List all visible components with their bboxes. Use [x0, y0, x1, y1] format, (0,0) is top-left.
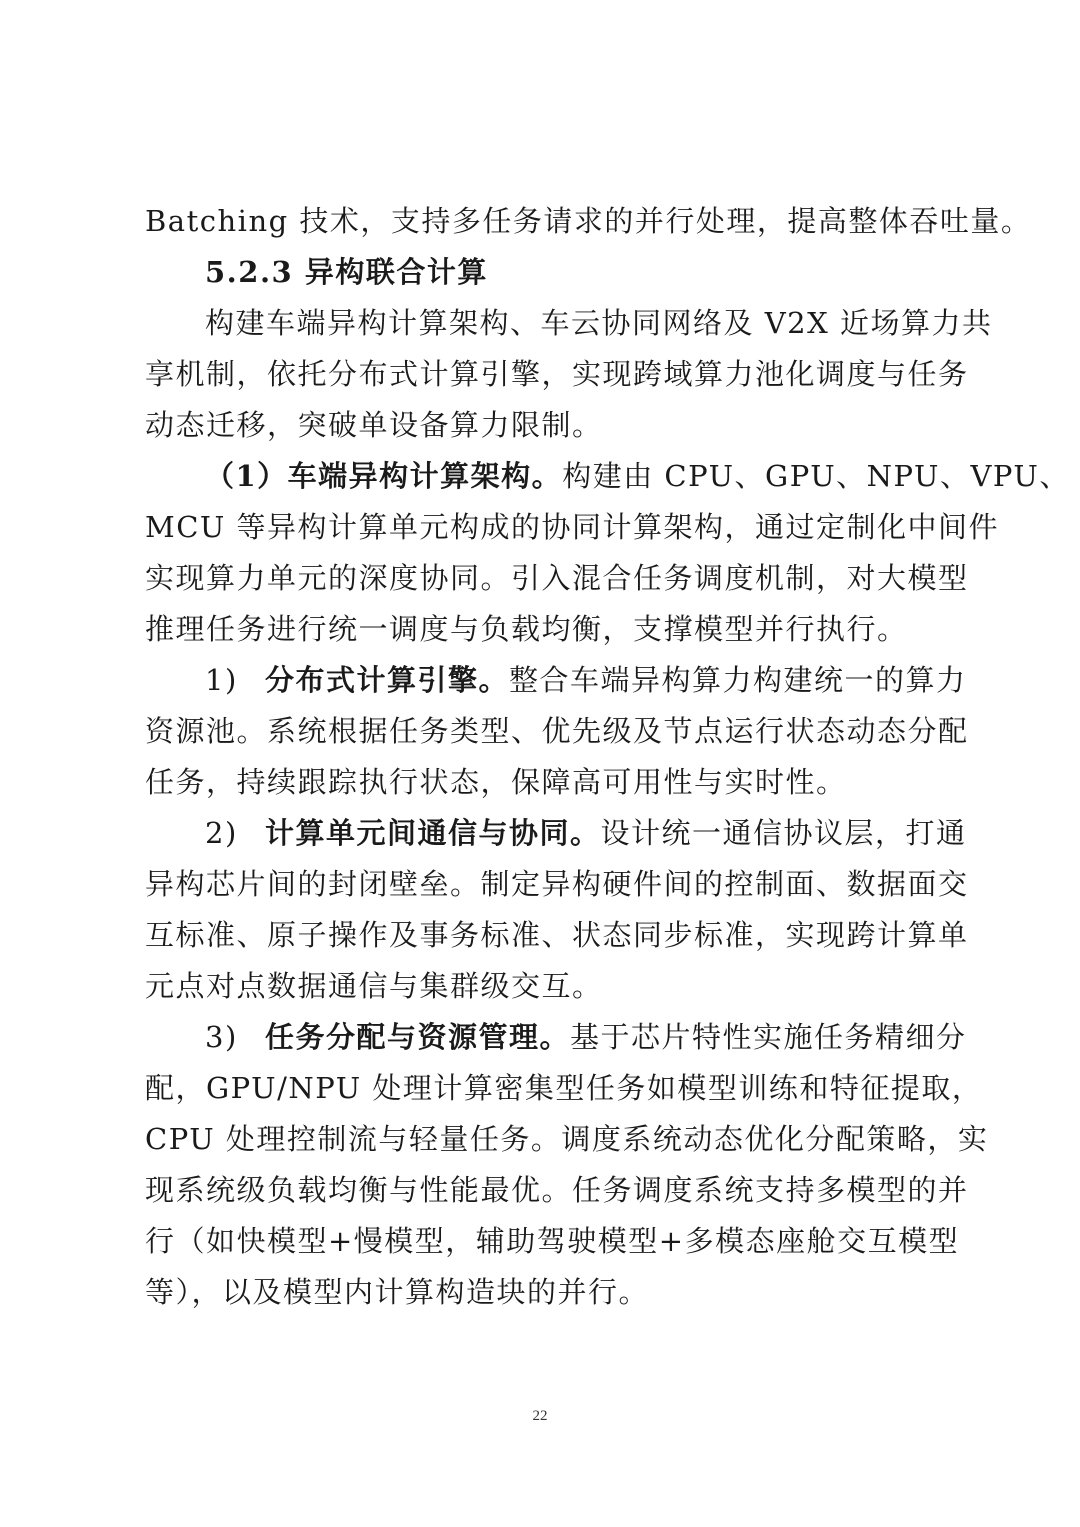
page-number: 22 [532, 1408, 548, 1424]
paragraph-line: 任务，持续跟踪执行状态，保障高可用性与实时性。 [145, 765, 847, 799]
paragraph-line: 行（如快模型+慢模型，辅助驾驶模型+多模态座舱交互模型 [145, 1224, 960, 1258]
paragraph-line: 等），以及模型内计算构造块的并行。 [145, 1275, 650, 1309]
paragraph-line: 实现算力单元的深度协同。引入混合任务调度机制，对大模型 [145, 561, 969, 595]
paragraph-line: MCU 等异构计算单元构成的协同计算架构，通过定制化中间件 [145, 510, 1000, 544]
list-number: 2) [205, 816, 238, 850]
list-item-line: 2) 计算单元间通信与协同。设计统一通信协议层，打通 [205, 816, 967, 850]
list-item-line: 3) 任务分配与资源管理。基于芯片特性实施任务精细分 [205, 1020, 967, 1054]
paragraph-line: 互标准、原子操作及事务标准、状态同步标准，实现跨计算单 [145, 918, 969, 952]
paragraph-line: 元点对点数据通信与集群级交互。 [145, 969, 603, 1003]
paragraph-line: 动态迁移，突破单设备算力限制。 [145, 408, 603, 442]
paragraph-line: 现系统级负载均衡与性能最优。任务调度系统支持多模型的并 [145, 1173, 969, 1207]
list-number: 3) [205, 1020, 238, 1054]
subheading-title: （1）车端异构计算架构。 [205, 459, 563, 493]
paragraph-line: CPU 处理控制流与轻量任务。调度系统动态优化分配策略，实 [145, 1122, 989, 1156]
paragraph-line: 享机制，依托分布式计算引擎，实现跨域算力池化调度与任务 [145, 357, 969, 391]
paragraph-line: 推理任务进行统一调度与负载均衡，支撑模型并行执行。 [145, 612, 908, 646]
paragraph-line: 构建车端异构计算架构、车云协同网络及 V2X 近场算力共 [205, 306, 993, 340]
list-item-line: 1) 分布式计算引擎。整合车端异构算力构建统一的算力 [205, 663, 967, 697]
subheading-line: （1）车端异构计算架构。构建由 CPU、GPU、NPU、VPU、 [205, 459, 1070, 493]
paragraph-line: Batching 技术，支持多任务请求的并行处理，提高整体吞吐量。 [145, 204, 1032, 238]
list-item-title: 分布式计算引擎。 [265, 663, 510, 697]
list-number: 1) [205, 663, 238, 697]
paragraph-line: 配，GPU/NPU 处理计算密集型任务如模型训练和特征提取， [145, 1071, 983, 1105]
list-item-title: 任务分配与资源管理。 [265, 1020, 571, 1054]
section-heading: 5.2.3 异构联合计算 [205, 255, 488, 289]
paragraph-line: 异构芯片间的封闭壁垒。制定异构硬件间的控制面、数据面交 [145, 867, 969, 901]
paragraph-line: 资源池。系统根据任务类型、优先级及节点运行状态动态分配 [145, 714, 969, 748]
list-item-title: 计算单元间通信与协同。 [265, 816, 601, 850]
